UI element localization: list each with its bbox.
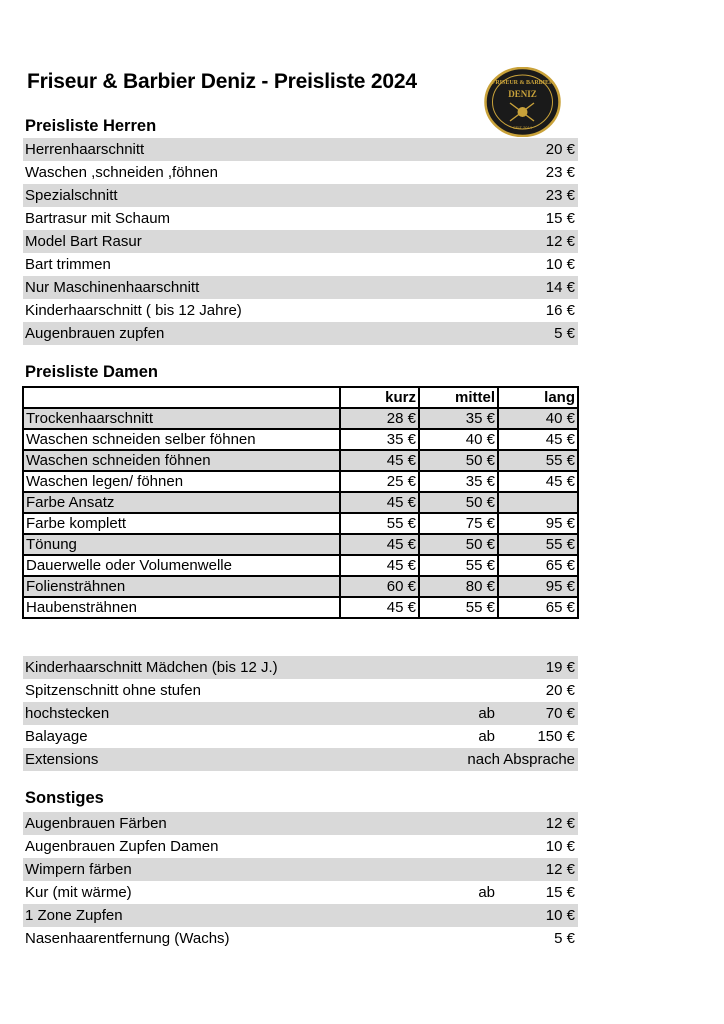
service-name: Wimpern färben xyxy=(25,861,132,878)
service-price: 10 € xyxy=(545,907,575,924)
service-name: Augenbrauen zupfen xyxy=(25,325,165,342)
price-row xyxy=(23,161,578,184)
table-row xyxy=(23,534,578,555)
sonstiges-price-list xyxy=(23,812,578,950)
table-row xyxy=(23,408,578,429)
service-name: Model Bart Rasur xyxy=(25,233,142,250)
price-row xyxy=(23,881,578,904)
table-header-row xyxy=(23,387,578,408)
price-lang: 45 € xyxy=(498,471,578,492)
price-row xyxy=(23,904,578,927)
price-lang: 55 € xyxy=(498,534,578,555)
price-kurz: 45 € xyxy=(340,492,419,513)
price-row xyxy=(23,702,578,725)
price-mittel: 50 € xyxy=(419,534,498,555)
service-name: Farbe komplett xyxy=(23,513,340,534)
service-name: Waschen schneiden selber föhnen xyxy=(23,429,340,450)
service-name: Kinderhaarschnitt ( bis 12 Jahre) xyxy=(25,302,242,319)
service-price: 20 € xyxy=(545,682,575,699)
table-row xyxy=(23,555,578,576)
damen-extras-list xyxy=(23,656,578,771)
price-lang xyxy=(498,492,578,513)
price-row xyxy=(23,299,578,322)
service-price: 5 € xyxy=(554,930,575,947)
service-price: 23 € xyxy=(545,164,575,181)
table-row xyxy=(23,513,578,534)
service-name: Extensions xyxy=(25,751,99,768)
service-name: Nasenhaarentfernung (Wachs) xyxy=(25,930,230,947)
price-prefix: ab xyxy=(478,884,495,901)
service-name: Haubensträhnen xyxy=(23,597,340,618)
price-row xyxy=(23,276,578,299)
price-prefix: ab xyxy=(478,705,495,722)
service-name: Kinderhaarschnitt Mädchen (bis 12 J.) xyxy=(25,659,278,676)
service-name: Farbe Ansatz xyxy=(23,492,340,513)
price-row xyxy=(23,184,578,207)
service-name: Kur (mit wärme) xyxy=(25,884,132,901)
price-row xyxy=(23,835,578,858)
price-kurz: 55 € xyxy=(340,513,419,534)
price-mittel: 80 € xyxy=(419,576,498,597)
service-name: Spitzenschnitt ohne stufen xyxy=(25,682,201,699)
herren-price-list xyxy=(23,138,578,345)
service-name: Bart trimmen xyxy=(25,256,111,273)
section-title-sonstiges: Sonstiges xyxy=(25,789,104,807)
price-mittel: 35 € xyxy=(419,471,498,492)
service-price: 10 € xyxy=(545,256,575,273)
price-mittel: 55 € xyxy=(419,555,498,576)
price-kurz: 60 € xyxy=(340,576,419,597)
service-price: 23 € xyxy=(545,187,575,204)
service-price: 12 € xyxy=(545,861,575,878)
price-row xyxy=(23,230,578,253)
price-lang: 95 € xyxy=(498,513,578,534)
service-price: 10 € xyxy=(545,838,575,855)
table-row xyxy=(23,492,578,513)
service-price: 70 € xyxy=(545,705,575,722)
price-prefix: ab xyxy=(478,728,495,745)
price-mittel: 55 € xyxy=(419,597,498,618)
service-name: Waschen ,schneiden ,föhnen xyxy=(25,164,218,181)
service-price: 12 € xyxy=(545,233,575,250)
price-kurz: 45 € xyxy=(340,450,419,471)
service-name: Augenbrauen Färben xyxy=(25,815,167,832)
svg-text:FRISEUR & BARBIER: FRISEUR & BARBIER xyxy=(491,80,554,86)
service-price: 20 € xyxy=(545,141,575,158)
service-price: 14 € xyxy=(545,279,575,296)
section-title-damen: Preisliste Damen xyxy=(25,363,158,381)
price-row xyxy=(23,812,578,835)
price-row xyxy=(23,679,578,702)
barber-logo xyxy=(484,67,561,137)
column-header xyxy=(23,387,340,408)
service-name: Waschen legen/ föhnen xyxy=(23,471,340,492)
column-header: lang xyxy=(498,387,578,408)
price-row xyxy=(23,322,578,345)
table-row xyxy=(23,471,578,492)
service-name: Augenbrauen Zupfen Damen xyxy=(25,838,219,855)
service-name: 1 Zone Zupfen xyxy=(25,907,123,924)
service-price: 16 € xyxy=(545,302,575,319)
service-name: Foliensträhnen xyxy=(23,576,340,597)
damen-price-table xyxy=(22,386,579,619)
service-price: 15 € xyxy=(545,884,575,901)
service-name: Balayage xyxy=(25,728,88,745)
price-lang: 45 € xyxy=(498,429,578,450)
service-name: Herrenhaarschnitt xyxy=(25,141,145,158)
price-mittel: 50 € xyxy=(419,450,498,471)
column-header: kurz xyxy=(340,387,419,408)
service-price: 19 € xyxy=(545,659,575,676)
service-name: Bartrasur mit Schaum xyxy=(25,210,171,227)
table-row xyxy=(23,597,578,618)
service-name: Nur Maschinenhaarschnitt xyxy=(25,279,200,296)
table-row xyxy=(23,429,578,450)
price-row xyxy=(23,138,578,161)
price-row xyxy=(23,725,578,748)
service-name: Trockenhaarschnitt xyxy=(23,408,340,429)
table-row xyxy=(23,450,578,471)
price-row xyxy=(23,927,578,950)
price-lang: 40 € xyxy=(498,408,578,429)
column-header: mittel xyxy=(419,387,498,408)
service-price: 5 € xyxy=(554,325,575,342)
price-row xyxy=(23,207,578,230)
service-price: 12 € xyxy=(545,815,575,832)
service-name: Tönung xyxy=(23,534,340,555)
price-row xyxy=(23,858,578,881)
price-mittel: 75 € xyxy=(419,513,498,534)
price-kurz: 35 € xyxy=(340,429,419,450)
price-lang: 65 € xyxy=(498,555,578,576)
price-kurz: 45 € xyxy=(340,534,419,555)
price-kurz: 25 € xyxy=(340,471,419,492)
price-mittel: 35 € xyxy=(419,408,498,429)
price-row xyxy=(23,656,578,679)
service-price: nach Absprache xyxy=(467,751,575,768)
svg-text:SEIT 2014: SEIT 2014 xyxy=(513,125,532,130)
price-lang: 95 € xyxy=(498,576,578,597)
price-lang: 65 € xyxy=(498,597,578,618)
page-title: Friseur & Barbier Deniz - Preisliste 2024 xyxy=(27,70,417,93)
service-name: hochstecken xyxy=(25,705,110,722)
service-price: 15 € xyxy=(545,210,575,227)
section-title-herren: Preisliste Herren xyxy=(25,117,157,135)
price-mittel: 40 € xyxy=(419,429,498,450)
price-kurz: 28 € xyxy=(340,408,419,429)
service-price: 150 € xyxy=(537,728,575,745)
price-mittel: 50 € xyxy=(419,492,498,513)
price-lang: 55 € xyxy=(498,450,578,471)
service-name: Waschen schneiden föhnen xyxy=(23,450,340,471)
service-name: Dauerwelle oder Volumenwelle xyxy=(23,555,340,576)
price-kurz: 45 € xyxy=(340,555,419,576)
service-name: Spezialschnitt xyxy=(25,187,118,204)
table-row xyxy=(23,576,578,597)
price-row xyxy=(23,253,578,276)
svg-text:DENIZ: DENIZ xyxy=(508,89,537,99)
price-kurz: 45 € xyxy=(340,597,419,618)
price-row xyxy=(23,748,578,771)
